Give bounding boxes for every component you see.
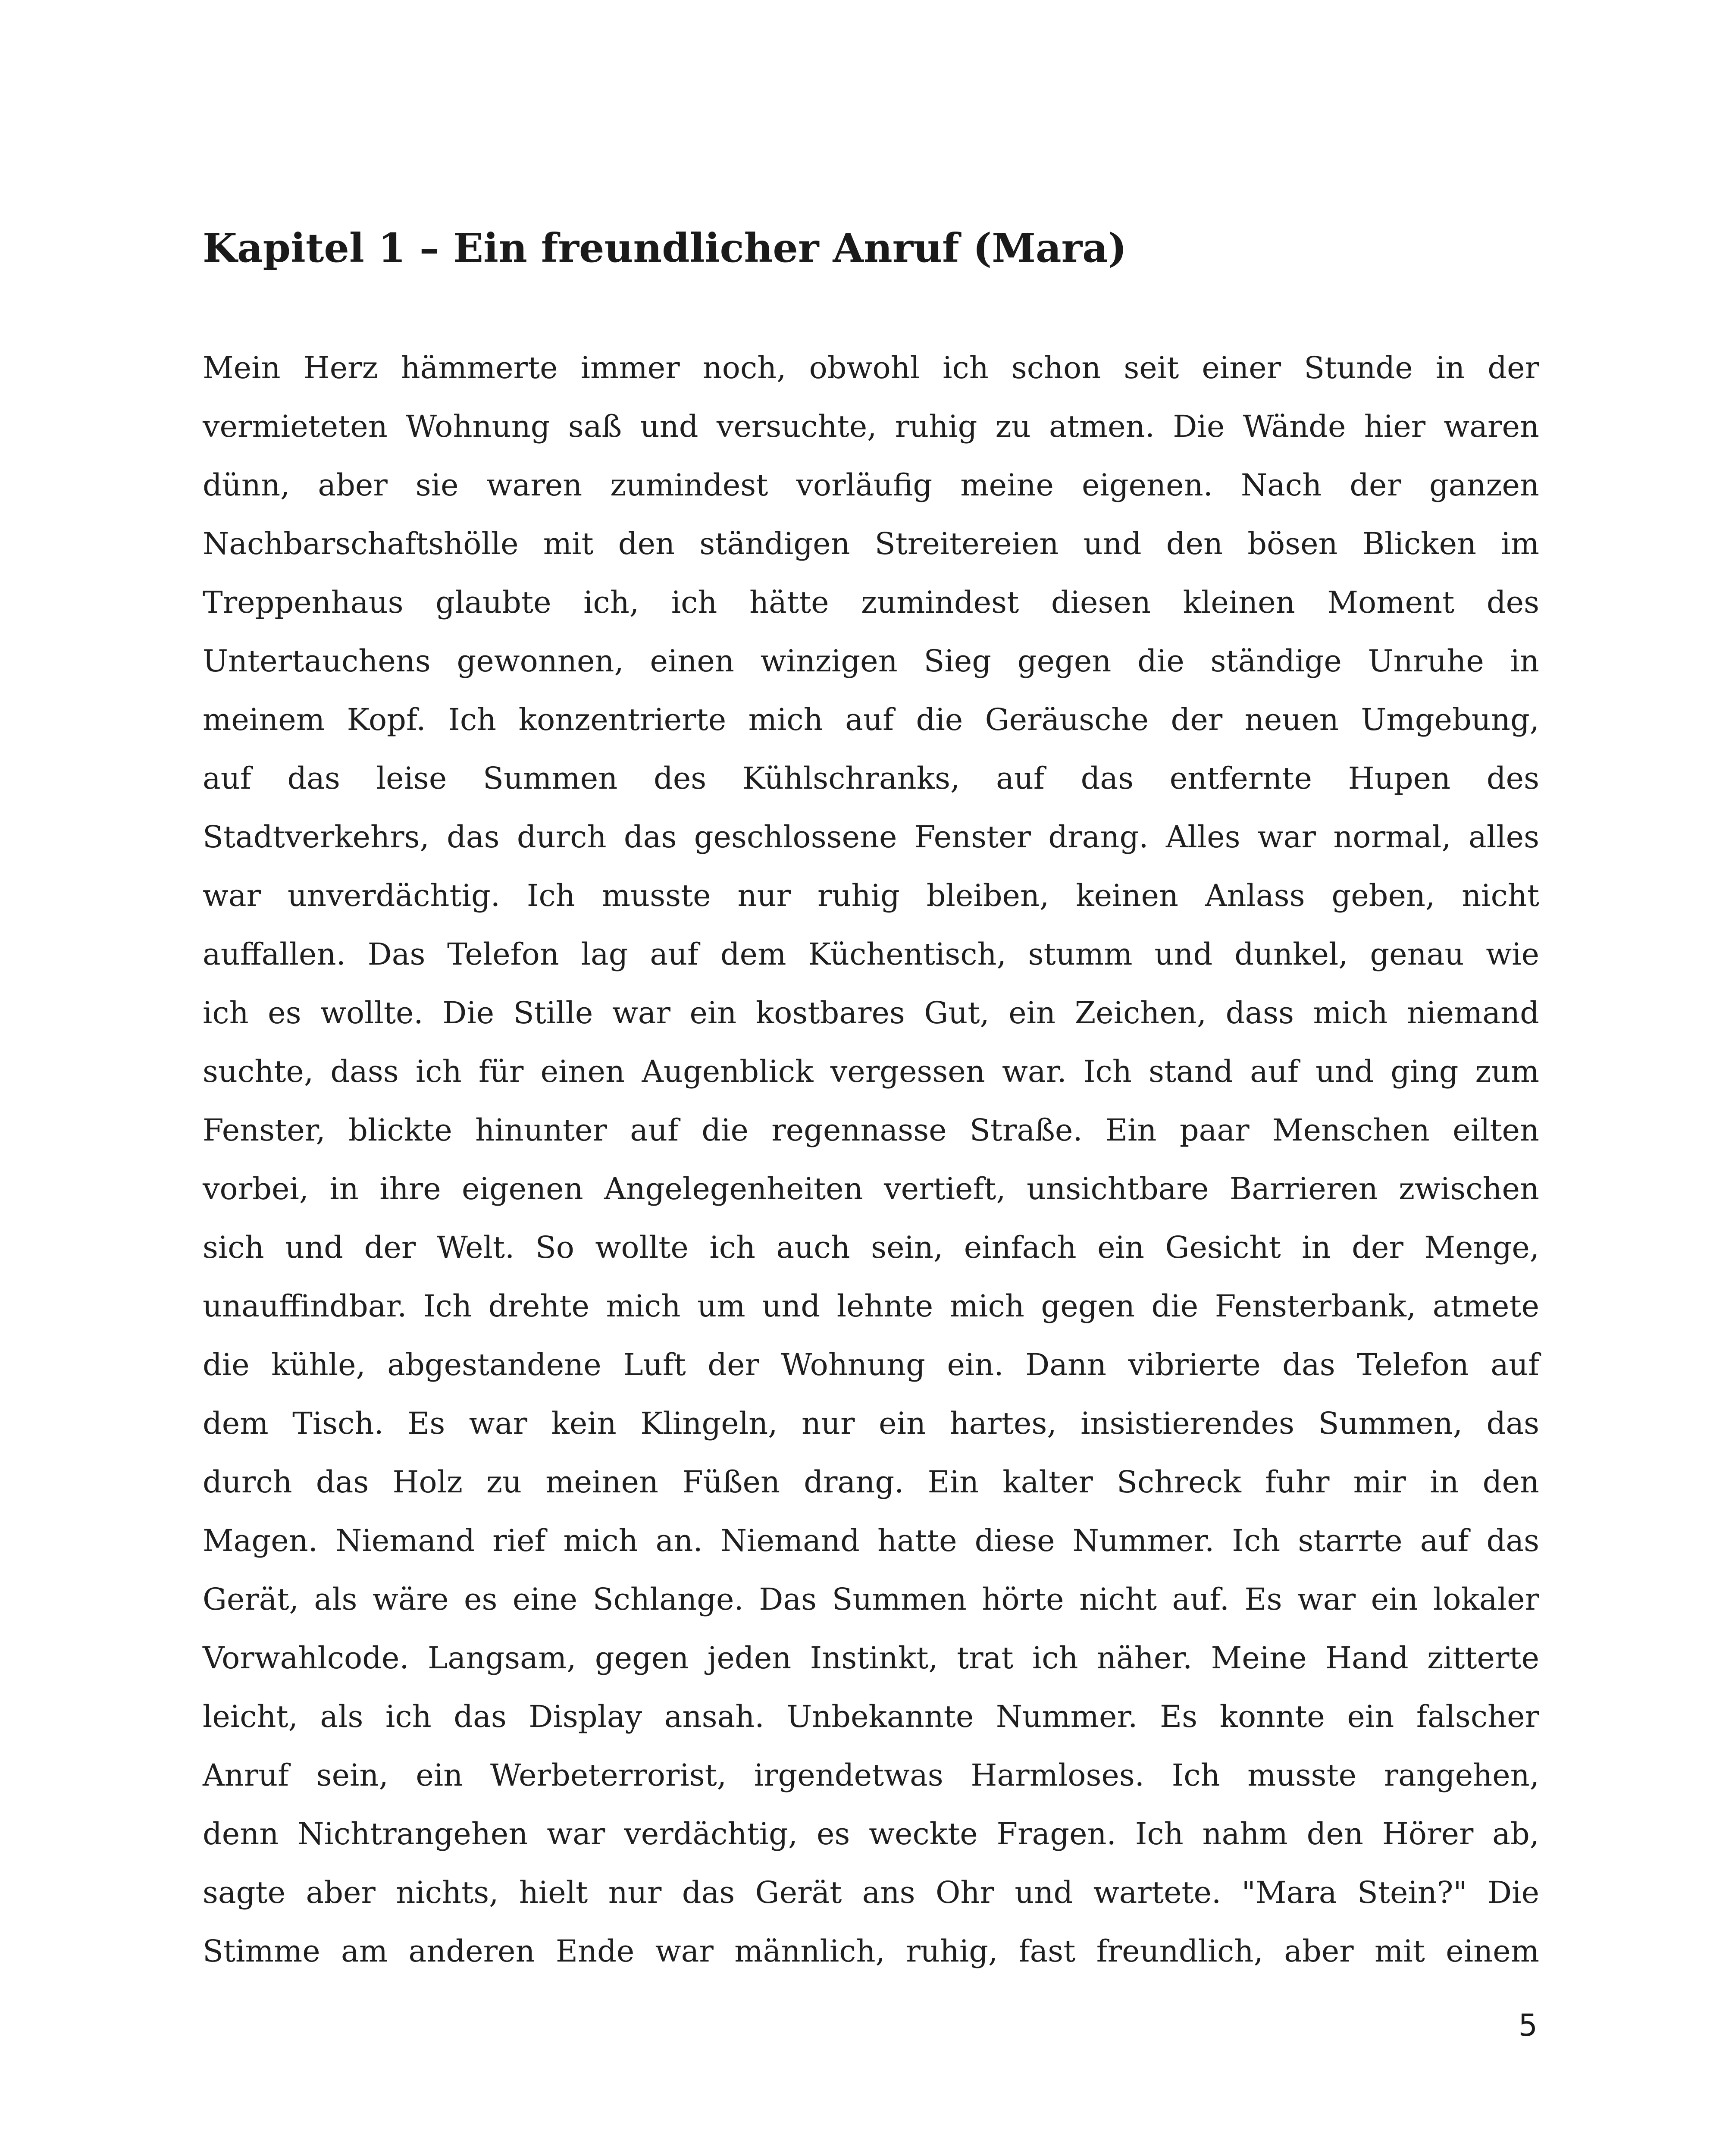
text-line: durch das Holz zu meinen Füßen drang. Ein kalter Schreck fuhr mir in den [203,1464,1539,1500]
text-line: Gerät, als wäre es eine Schlange. Das Summen hörte nicht auf. Es war ein lokaler [203,1582,1539,1617]
text-line: Nachbarschaftshölle mit den ständigen Streitereien und den bösen Blicken im [203,526,1539,561]
text-line: unauffindbar. Ich drehte mich um und lehnte mich gegen die Fensterbank, atmete [203,1288,1539,1324]
text-line: war unverdächtig. Ich musste nur ruhig bleiben, keinen Anlass geben, nicht [203,878,1539,913]
text-line: Stimme am anderen Ende war männlich, ruhig, fast freundlich, aber mit einem [203,1934,1539,1969]
chapter-title: Kapitel 1 – Ein freundlicher Anruf (Mara) [203,225,1127,271]
text-line: die kühle, abgestandene Luft der Wohnung ein. Dann vibrierte das Telefon auf [203,1347,1539,1382]
text-line: leicht, als ich das Display ansah. Unbekannte Nummer. Es konnte ein falscher [203,1699,1539,1734]
text-line: meinem Kopf. Ich konzentrierte mich auf die Geräusche der neuen Umgebung, [203,702,1539,737]
text-line: auf das leise Summen des Kühlschranks, auf das entfernte Hupen des [203,761,1539,796]
page-number: 5 [1518,2008,1538,2043]
text-line: Anruf sein, ein Werbeterrorist, irgendetwas Harmloses. Ich musste rangehen, [203,1758,1539,1793]
text-line: Fenster, blickte hinunter auf die regennasse Straße. Ein paar Menschen eilten [203,1112,1539,1148]
text-line: denn Nichtrangehen war verdächtig, es weckte Fragen. Ich nahm den Hörer ab, [203,1816,1539,1852]
text-line: sich und der Welt. So wollte ich auch sein, einfach ein Gesicht in der Menge, [203,1230,1539,1265]
text-line: sagte aber nichts, hielt nur das Gerät ans Ohr und wartete. "Mara Stein?" Die [203,1875,1539,1910]
text-line: Treppenhaus glaubte ich, ich hätte zumindest diesen kleinen Moment des [203,585,1539,620]
text-line: ich es wollte. Die Stille war ein kostbares Gut, ein Zeichen, dass mich niemand [203,995,1539,1031]
text-line: suchte, dass ich für einen Augenblick vergessen war. Ich stand auf und ging zum [203,1054,1539,1089]
body-text [203,338,1539,1981]
text-line: dünn, aber sie waren zumindest vorläufig meine eigenen. Nach der ganzen [203,467,1539,503]
text-line: Mein Herz hämmerte immer noch, obwohl ich schon seit einer Stunde in der [203,350,1539,385]
text-line: dem Tisch. Es war kein Klingeln, nur ein hartes, insistierendes Summen, das [203,1406,1539,1441]
text-line: Magen. Niemand rief mich an. Niemand hatte diese Nummer. Ich starrte auf das [203,1523,1539,1558]
text-line: auffallen. Das Telefon lag auf dem Küchentisch, stumm und dunkel, genau wie [203,937,1539,972]
text-line: Stadtverkehrs, das durch das geschlossene Fenster drang. Alles war normal, alles [203,819,1539,855]
text-line: vorbei, in ihre eigenen Angelegenheiten vertieft, unsichtbare Barrieren zwischen [203,1171,1539,1206]
text-line: vermieteten Wohnung saß und versuchte, ruhig zu atmen. Die Wände hier waren [203,409,1539,444]
text-line: Vorwahlcode. Langsam, gegen jeden Instinkt, trat ich näher. Meine Hand zitterte [203,1640,1539,1676]
text-line: Untertauchens gewonnen, einen winzigen Sieg gegen die ständige Unruhe in [203,643,1539,679]
